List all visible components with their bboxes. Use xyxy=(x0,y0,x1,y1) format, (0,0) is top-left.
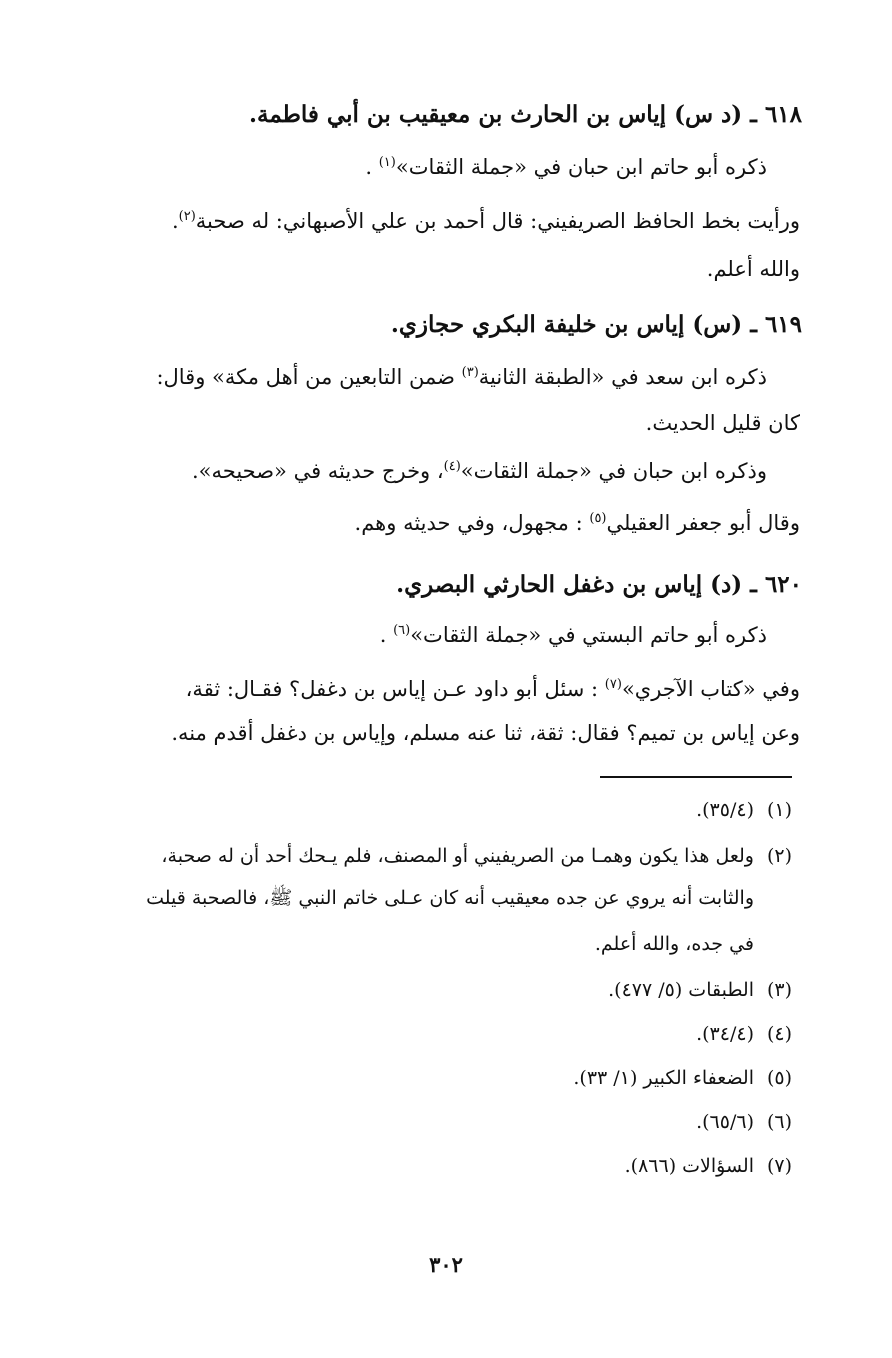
footnote-separator xyxy=(600,776,792,778)
footnote-ref-7[interactable]: (٧) xyxy=(604,677,622,692)
entry-619-line-2: كان قليل الحديث. xyxy=(645,411,800,435)
footnote-ref-5[interactable]: (٥) xyxy=(589,511,607,526)
footnote-number: (٧) xyxy=(766,1155,792,1177)
entry-618-heading: ٦١٨ ـ (د س) إياس بن الحارث بن معيقيب بن أبي فاطمة. xyxy=(248,101,802,128)
entry-620-line-3: وعن إياس بن تميم؟ فقال: ثقة، ثنا عنه مسلم، وإياس بن دغفل أقدم منه. xyxy=(171,721,800,745)
footnote-ref-2[interactable]: (٢) xyxy=(178,209,196,224)
page-number: ٣٠٢ xyxy=(429,1252,463,1277)
footnote-ref-6[interactable]: (٦) xyxy=(393,623,411,638)
entry-618-line-3: والله أعلم. xyxy=(706,257,800,281)
footnote-1: (١)(٣٥/٤). xyxy=(90,796,792,824)
entry-619-heading: ٦١٩ ـ (س) إياس بن خليفة البكري حجازي. xyxy=(390,311,802,338)
footnote-number: (١) xyxy=(766,799,792,821)
footnote-4: (٤)(٣٤/٤). xyxy=(90,1020,792,1048)
footnote-number: (٣) xyxy=(766,979,792,1001)
entry-619-line-1: ذكره ابن سعد في «الطبقة الثانية$^{(٣)}$ ضمن التابعين من أهل مكة» وقال: xyxy=(156,365,767,389)
entry-619-line-4: وقال أبو جعفر العقيلي$^{(٥)}$ : مجهول، وفي حديثه وهم. xyxy=(354,511,800,535)
entry-620-line-2: وفي «كتاب الآجري»$^{(٧)}$ : سئل أبو داود عـن إياس بن دغفل؟ فقـال: ثقة، xyxy=(185,677,800,701)
footnote-2-line-3: في جده، والله أعلم. xyxy=(594,933,754,955)
entry-620-line-1: ذكره أبو حاتم البستي في «جملة الثقات»$^{(٦)}$ . xyxy=(379,623,767,647)
footnote-7: (٧)السؤالات (٨٦٦). xyxy=(90,1152,792,1180)
footnote-2-line-2: والثابت أنه يروي عن جده معيقيب أنه كان عـلى خاتم النبي ﷺ، فالصحبة قيلت xyxy=(146,887,754,909)
footnote-number: (٢) xyxy=(766,845,792,867)
entry-619-line-3: وذكره ابن حبان في «جملة الثقات»$^{(٤)}$، وخرج حديثه في «صحيحه». xyxy=(192,459,767,483)
footnote-ref-3[interactable]: (٣) xyxy=(461,365,479,380)
footnote-number: (٤) xyxy=(766,1023,792,1045)
footnote-2: (٢)ولعل هذا يكون وهمـا من الصريفيني أو المصنف، فلم يـحك أحد أن له صحبة، xyxy=(90,842,792,870)
footnote-5: (٥)الضعفاء الكبير (١/ ٣٣). xyxy=(90,1064,792,1092)
footnote-number: (٥) xyxy=(766,1067,792,1089)
footnote-ref-1[interactable]: (١) xyxy=(378,155,396,170)
entry-618-line-2: ورأيت بخط الحافظ الصريفيني: قال أحمد بن علي الأصبهاني: له صحبة$^{(٢)}$. xyxy=(171,209,800,233)
footnote-3: (٣)الطبقات (٥/ ٤٧٧). xyxy=(90,976,792,1004)
footnote-ref-4[interactable]: (٤) xyxy=(443,459,461,474)
footnote-6: (٦)(٦٥/٦). xyxy=(90,1108,792,1136)
entry-618-line-1: ذكره أبو حاتم ابن حبان في «جملة الثقات»$^{(١)}$ . xyxy=(365,155,767,179)
footnote-number: (٦) xyxy=(766,1111,792,1133)
entry-620-heading: ٦٢٠ ـ (د) إياس بن دغفل الحارثي البصري. xyxy=(396,571,802,598)
